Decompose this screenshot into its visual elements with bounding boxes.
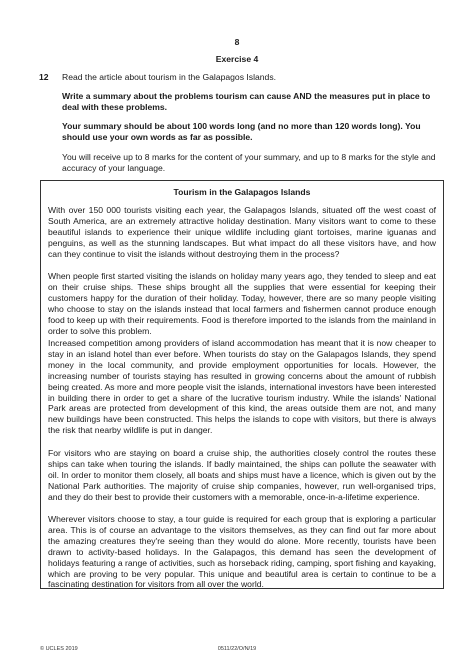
article-box [40, 180, 444, 589]
page-number: 8 [234, 37, 240, 47]
article-paragraph-4: For visitors who are staying on board a cruise ship, the authorities closely control the routes these ships can take when touring the islands. If badly maintained, the ships can pollute the seawater with oil. In order to monitor them closely, all boats and ships must have a licence, which is given out by the National Park authorities. The majority of cruise ship companies, however, run well-organised trips, and they do their best to provide their customers with a memorable, once-in-a-lifetime experience. [48, 448, 436, 502]
instruction-summary-task: Write a summary about the problems tourism can cause AND the measures put in place to deal with these problems. [62, 91, 431, 112]
article-paragraph-5: Wherever visitors choose to stay, a tour guide is required for each group that is exploring a particular area. This is of course an advantage to the visitors themselves, as they can find out far more about the amazing creatures they're seeing than they would do alone. More recently, tourists have been drawn to activity-based holidays. In the Galapagos, this demand has seen the development of holidays featuring a range of activities, such as horseback riding, camping, sport fishing and kayaking, which are proving to be very popular. This unique and beautiful area is certain to continue to be a fascinating destination for visitors from all over the world. [48, 514, 436, 590]
article-paragraph-3: Increased competition among providers of island accommodation has meant that it is now cheaper to stay in an island hotel than ever before. When tourists do stay on the Galapagos Islands, they spend money in the local community, and provide employment opportunities for locals. However, the increasing number of tourists staying has resulted in growing concerns about the amount of rubbish being created. As more and more people visit the islands, international investors have been interested in building there in order to get a share of the lucrative tourism industry. While the islands' National Park areas are protected from development of this kind, the areas outside them are not, and many new buildings have been constructed. This helps the islands to cope with visitors, but there is always the risk that nearby wildlife is put in danger. [48, 338, 436, 436]
question-number: 12 [39, 72, 49, 82]
article-paragraph-2: When people first started visiting the islands on holiday many years ago, they tended to sleep and eat on their cruise ships. These ships brought all the supplies that were essential for keeping their customers happy for the duration of their holiday. Today, however, there are so many people visiting who choose to stay on the islands instead that local farmers and fishermen cannot produce enough food to keep up with their requirements. Food is therefore imported to the islands from the mainland in order to solve this problem. [48, 271, 436, 336]
footer-code: 0511/22/O/N/19 [217, 646, 257, 652]
marks-note: You will receive up to 8 marks for the content of your summary, and up to 8 marks for the style and accuracy of your language. [62, 152, 436, 173]
article-title: Tourism in the Galapagos Islands [173, 187, 311, 197]
instruction-word-count: Your summary should be about 100 words long (and no more than 120 words long). You should use your own words as far as possible. [62, 121, 421, 142]
footer-copyright: © UCLES 2019 [40, 646, 78, 652]
exercise-title: Exercise 4 [215, 54, 259, 64]
question-intro: Read the article about tourism in the Galapagos Islands. [62, 72, 277, 82]
article-paragraph-1: With over 150 000 tourists visiting each year, the Galapagos Islands, situated off the west coast of South America, are an extremely attractive holiday destination. Many visitors want to come to these beautiful islands to experience their unique wildlife including giant tortoises, marine iguanas and penguins, as well as the stunning landscapes. But what impact do all these visitors have, and how can they continue to visit the islands without destroying them in the process? [48, 205, 436, 259]
